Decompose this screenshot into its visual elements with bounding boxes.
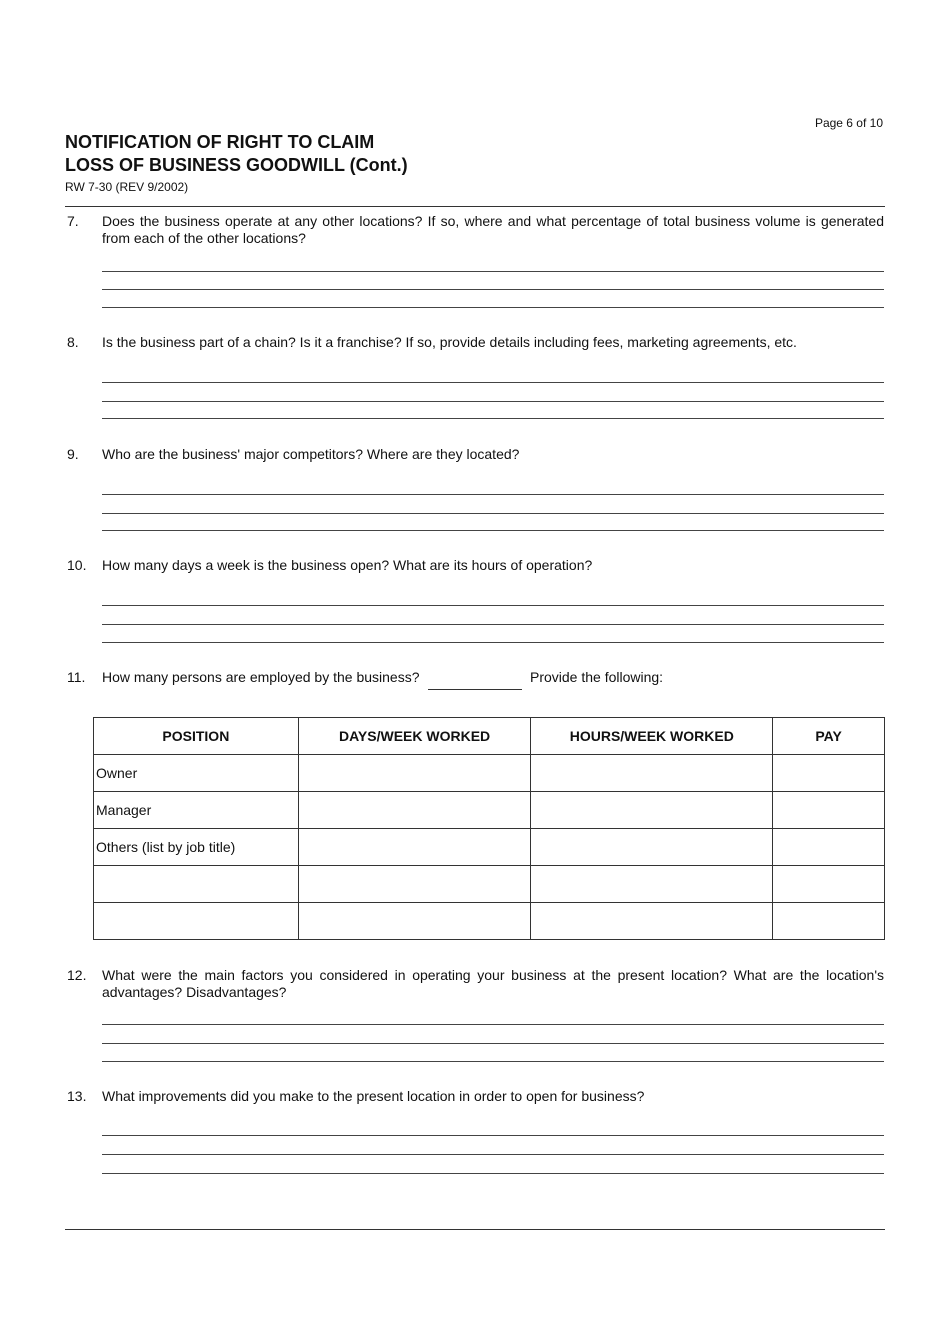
header-pay: PAY xyxy=(773,718,885,755)
question-13-text: What improvements did you make to the present location in order to open for business? xyxy=(102,1088,645,1104)
question-10-text: How many days a week is the business open? What are its hours of operation? xyxy=(102,557,593,573)
question-12-text: What were the main factors you considered in operating your business at the present location? What are the location's advantages? Disadvantages? xyxy=(102,967,884,1000)
days-cell[interactable] xyxy=(298,866,531,903)
answer-12-line-2[interactable] xyxy=(102,1043,884,1044)
answer-12-line-1[interactable] xyxy=(102,1024,884,1025)
days-cell[interactable] xyxy=(298,792,531,829)
days-cell[interactable] xyxy=(298,755,531,792)
table-row xyxy=(94,903,885,940)
hours-cell[interactable] xyxy=(531,866,773,903)
table-header-row xyxy=(94,718,885,755)
question-11-follow-up: Provide the following: xyxy=(530,669,664,685)
days-cell[interactable] xyxy=(298,829,531,866)
answer-8-line-3[interactable] xyxy=(102,418,884,419)
answer-9-line-2[interactable] xyxy=(102,513,884,514)
hours-cell[interactable] xyxy=(531,792,773,829)
position-cell[interactable] xyxy=(94,903,299,940)
pay-cell[interactable] xyxy=(773,829,885,866)
question-13-number: 13. xyxy=(67,1088,87,1104)
question-7-number: 7. xyxy=(67,213,79,229)
question-7-text: Does the business operate at any other locations? If so, where and what percentage of total business volume is generated from each of the other locations? xyxy=(102,213,884,246)
hours-cell[interactable] xyxy=(531,755,773,792)
hours-cell[interactable] xyxy=(531,903,773,940)
answer-10-line-3[interactable] xyxy=(102,642,884,643)
header-position: POSITION xyxy=(94,718,299,755)
answer-12-line-3[interactable] xyxy=(102,1061,884,1062)
question-11-text: How many persons are employed by the business? xyxy=(102,669,420,685)
answer-10-line-2[interactable] xyxy=(102,624,884,625)
answer-9-line-1[interactable] xyxy=(102,494,884,495)
position-cell: Others (list by job title) xyxy=(94,829,299,866)
question-9-number: 9. xyxy=(67,446,79,462)
pay-cell[interactable] xyxy=(773,755,885,792)
header-days-week: DAYS/WEEK WORKED xyxy=(298,718,531,755)
answer-8-line-1[interactable] xyxy=(102,382,884,383)
title-line-2: LOSS OF BUSINESS GOODWILL (Cont.) xyxy=(65,155,408,175)
answer-13-line-2[interactable] xyxy=(102,1154,884,1155)
position-cell: Manager xyxy=(94,792,299,829)
employee-count-field[interactable] xyxy=(428,689,522,690)
table-row xyxy=(94,829,885,866)
days-cell[interactable] xyxy=(298,903,531,940)
pay-cell[interactable] xyxy=(773,866,885,903)
header-divider xyxy=(65,206,885,207)
position-cell[interactable] xyxy=(94,866,299,903)
title-line-1: NOTIFICATION OF RIGHT TO CLAIM xyxy=(65,132,375,152)
pay-cell[interactable] xyxy=(773,792,885,829)
answer-7-line-3[interactable] xyxy=(102,307,884,308)
question-10-number: 10. xyxy=(67,557,87,573)
answer-9-line-3[interactable] xyxy=(102,530,884,531)
table-row xyxy=(94,866,885,903)
answer-13-line-3[interactable] xyxy=(102,1173,884,1174)
question-11-number: 11. xyxy=(67,669,86,685)
question-9-text: Who are the business' major competitors? Where are they located? xyxy=(102,446,520,462)
question-12-number: 12. xyxy=(67,967,87,983)
header-hours-week: HOURS/WEEK WORKED xyxy=(531,718,773,755)
answer-7-line-2[interactable] xyxy=(102,289,884,290)
page-number: Page 6 of 10 xyxy=(814,116,883,130)
form-id: RW 7-30 (REV 9/2002) xyxy=(65,180,189,194)
answer-10-line-1[interactable] xyxy=(102,605,884,606)
table-row xyxy=(94,792,885,829)
table-row xyxy=(94,755,885,792)
answer-7-line-1[interactable] xyxy=(102,271,884,272)
form-title xyxy=(65,131,408,177)
question-8-text: Is the business part of a chain? Is it a franchise? If so, provide details including fees, marketing agreements, etc. xyxy=(102,334,797,350)
answer-8-line-2[interactable] xyxy=(102,401,884,402)
footer-divider xyxy=(65,1229,885,1230)
pay-cell[interactable] xyxy=(773,903,885,940)
answer-13-line-1[interactable] xyxy=(102,1135,884,1136)
position-cell: Owner xyxy=(94,755,299,792)
hours-cell[interactable] xyxy=(531,829,773,866)
employment-table xyxy=(93,717,885,940)
question-8-number: 8. xyxy=(67,334,79,350)
